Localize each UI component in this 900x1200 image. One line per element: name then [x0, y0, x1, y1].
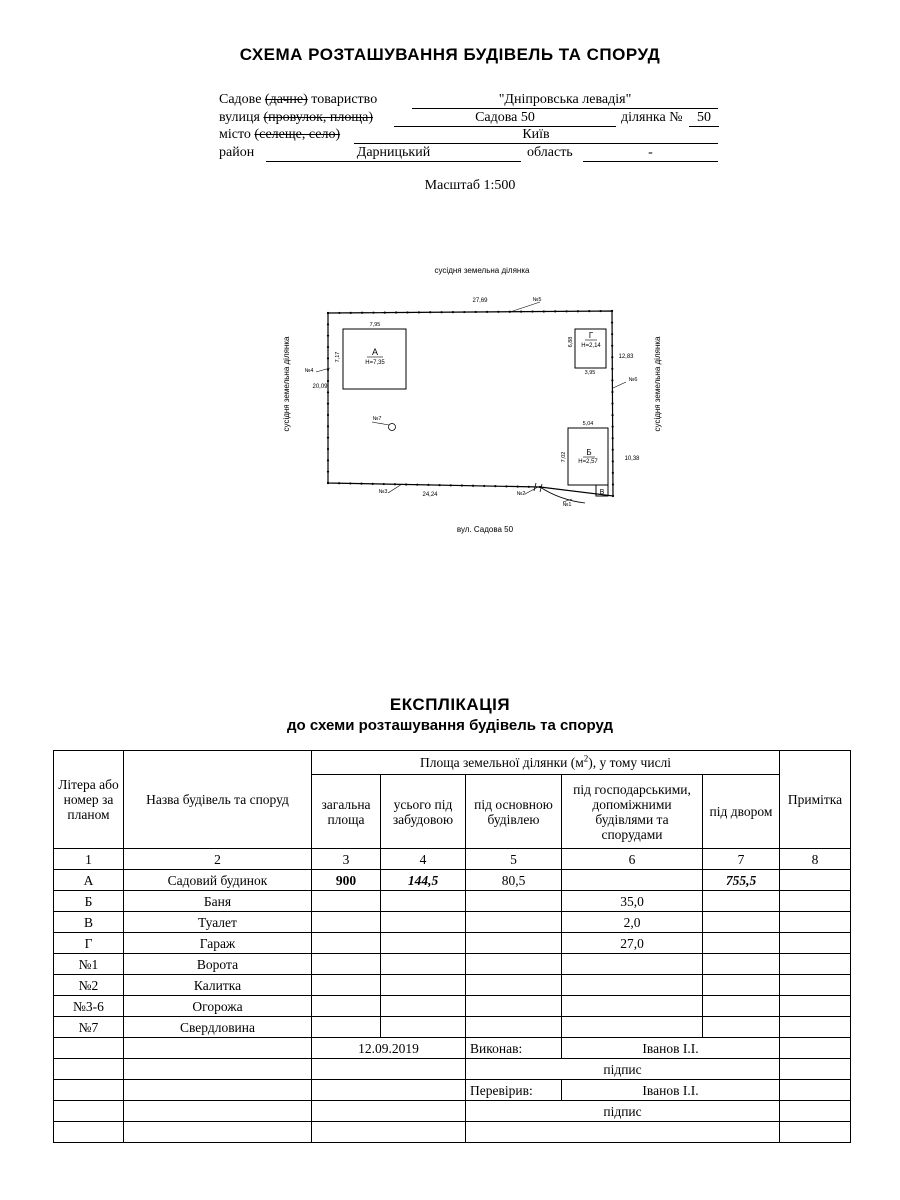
plot-number-label: ділянка №: [621, 110, 683, 125]
building-b-width: 5,04: [582, 421, 594, 427]
marker-6: №6: [628, 377, 638, 383]
site-plan: [0, 250, 900, 550]
fence-post: [554, 310, 556, 312]
fence-post: [612, 460, 614, 462]
cell-yard: 755,5: [703, 870, 780, 891]
fence-post: [338, 312, 340, 314]
north-neighbour-label: сусідня земельна ділянка: [434, 266, 530, 275]
fence-post: [565, 310, 567, 312]
col-num: 4: [381, 849, 466, 870]
fence-post: [611, 414, 613, 416]
header-area: Площа земельної ділянки $(м^2)$, у тому числі: [312, 751, 780, 775]
fence-post: [441, 311, 443, 313]
dim-east-top: 12,83: [618, 354, 634, 360]
cell-main: 80,5: [466, 870, 562, 891]
marker-6-leader: [613, 382, 626, 388]
cell-letter: В: [54, 912, 124, 933]
fence-post: [327, 391, 329, 393]
fence-post: [327, 346, 329, 348]
fence-post: [472, 485, 474, 487]
cell-aux: [562, 996, 703, 1017]
fence-post: [577, 310, 579, 312]
east-neighbour-label: сусідня земельна ділянка: [653, 336, 662, 432]
scale-label: Масштаб 1:500: [424, 178, 516, 193]
building-a: [343, 329, 406, 389]
executed-label: Виконав:: [466, 1038, 562, 1059]
fence-post: [327, 448, 329, 450]
fence-post: [360, 483, 362, 485]
cell-built: [381, 954, 466, 975]
cell-name: Свердловина: [124, 1017, 312, 1038]
table-row: [54, 933, 851, 954]
cell-note: [780, 912, 851, 933]
cell-name: Ворота: [124, 954, 312, 975]
header-letter: Літера або номер за планом: [54, 751, 124, 849]
header-note: Примітка: [780, 751, 851, 849]
header-yard: під двором: [703, 775, 780, 849]
cell-built: [381, 1017, 466, 1038]
cell-main: [466, 975, 562, 996]
fence-post: [327, 335, 329, 337]
cell-built: [381, 975, 466, 996]
cell-total: [312, 912, 381, 933]
cell-letter: Б: [54, 891, 124, 912]
fence-post: [505, 485, 507, 487]
cell-built: [381, 996, 466, 1017]
footer-date: 12.09.2019: [312, 1038, 466, 1059]
marker-1: №1: [562, 502, 572, 508]
street-label: вулиця (провулок, площа): [219, 110, 374, 125]
fence-post: [463, 311, 465, 313]
cell-aux: [562, 1017, 703, 1038]
cell-note: [780, 954, 851, 975]
cell-name: Туалет: [124, 912, 312, 933]
fence-post: [497, 311, 499, 313]
fence-post: [612, 483, 614, 485]
cell-aux: 27,0: [562, 933, 703, 954]
cell-main: [466, 891, 562, 912]
cell-letter: А: [54, 870, 124, 891]
cell-main: [466, 996, 562, 1017]
header-aux: під господарськими, допоміжними будівлями та спорудами: [562, 775, 703, 849]
dim-top: 27,69: [472, 298, 488, 304]
region-value: -: [583, 145, 718, 162]
marker-5: №5: [532, 297, 542, 303]
info-row-street: [219, 110, 719, 128]
fence-post: [405, 483, 407, 485]
cell-main: [466, 954, 562, 975]
cell-yard: [703, 975, 780, 996]
fence-post: [612, 449, 614, 451]
dim-east-bottom: 10,38: [624, 456, 640, 462]
cell-name: Садовий будинок: [124, 870, 312, 891]
col-num: 2: [124, 849, 312, 870]
fence-post: [327, 425, 329, 427]
marker-2-leader: [525, 487, 538, 494]
fence-post: [611, 402, 613, 404]
plot-number-value: 50: [689, 110, 719, 127]
col-num: 7: [703, 849, 780, 870]
cell-name: Калитка: [124, 975, 312, 996]
header-total: загальна площа: [312, 775, 381, 849]
cell-aux: [562, 954, 703, 975]
cell-main: [466, 912, 562, 933]
cell-letter: №3-6: [54, 996, 124, 1017]
building-b-height: H=2,57: [578, 459, 598, 465]
cell-total: [312, 954, 381, 975]
cell-letter: №1: [54, 954, 124, 975]
fence-post: [543, 310, 545, 312]
region-label: область: [527, 145, 573, 160]
cell-note: [780, 1017, 851, 1038]
fence-post: [494, 485, 496, 487]
cell-yard: [703, 996, 780, 1017]
fence-post: [361, 312, 363, 314]
fence-post: [611, 391, 613, 393]
table-row: [54, 996, 851, 1017]
header-name: Назва будівель та споруд: [124, 751, 312, 849]
dim-bottom: 24,24: [422, 492, 438, 498]
cell-yard: [703, 891, 780, 912]
footer-row-date: [54, 1038, 851, 1059]
fence-post: [611, 310, 613, 312]
table-row: [54, 891, 851, 912]
building-g-depth: 6,88: [568, 336, 574, 348]
building-a-width: 7,95: [369, 322, 381, 328]
header-main: під основною будівлею: [466, 775, 562, 849]
fence-post: [327, 437, 329, 439]
cell-note: [780, 996, 851, 1017]
building-b-letter: Б: [586, 448, 592, 457]
street-label-plan: вул. Садова 50: [456, 525, 514, 534]
footer-row-signature-1: [54, 1059, 851, 1080]
col-num: 8: [780, 849, 851, 870]
fence-post: [327, 482, 329, 484]
cell-main: [466, 1017, 562, 1038]
fence-post: [612, 472, 614, 474]
cell-total: [312, 975, 381, 996]
marker-7: №7: [372, 416, 382, 422]
cell-yard: [703, 933, 780, 954]
fence-post: [406, 311, 408, 313]
fence-post: [418, 311, 420, 313]
fence-post: [372, 312, 374, 314]
city-label: місто (селеще, село): [219, 127, 341, 142]
footer-row-checked: [54, 1080, 851, 1101]
building-v-letter: В: [599, 489, 605, 496]
cell-built: [381, 891, 466, 912]
cell-total: 900: [312, 870, 381, 891]
col-num: 5: [466, 849, 562, 870]
info-row-city: [219, 127, 719, 145]
col-num: 6: [562, 849, 703, 870]
fence-post: [461, 484, 463, 486]
document-title: СХЕМА РОЗТАШУВАННЯ БУДІВЕЛЬ ТА СПОРУД: [239, 45, 661, 64]
fence-post: [612, 426, 614, 428]
fence-post: [429, 311, 431, 313]
cell-name: Гараж: [124, 933, 312, 954]
fence-post: [394, 483, 396, 485]
explication-heading: [0, 695, 900, 734]
marker-5-leader: [510, 302, 540, 312]
fence-post: [611, 345, 613, 347]
explication-subtitle: до схеми розташування будівель та споруд: [286, 717, 613, 734]
cell-total: [312, 891, 381, 912]
cell-note: [780, 933, 851, 954]
col-num: 1: [54, 849, 124, 870]
fence-post: [349, 482, 351, 484]
cell-name: Баня: [124, 891, 312, 912]
fence-post: [384, 312, 386, 314]
building-g-height: H=2,14: [581, 343, 601, 349]
fence-post: [327, 459, 329, 461]
fence-post: [327, 312, 329, 314]
fence-post: [395, 311, 397, 313]
cell-aux: 2,0: [562, 912, 703, 933]
fence-post: [427, 484, 429, 486]
building-b-depth: 7,02: [561, 451, 567, 463]
cell-note: [780, 891, 851, 912]
fence-post: [452, 311, 454, 313]
fence-post: [338, 482, 340, 484]
column-numbers-row: [54, 849, 851, 870]
fence-post: [600, 310, 602, 312]
building-a-letter: А: [371, 347, 379, 357]
cell-yard: [703, 954, 780, 975]
fence-post: [327, 323, 329, 325]
checked-label: Перевірив:: [466, 1080, 562, 1101]
fence-post: [611, 368, 613, 370]
fence-post: [372, 483, 374, 485]
fence-post: [611, 379, 613, 381]
cell-name: Огорожа: [124, 996, 312, 1017]
fence-post: [483, 485, 485, 487]
society-value: "Дніпровська левадія": [412, 92, 718, 109]
cell-built: [381, 933, 466, 954]
executed-name: Іванов І.І.: [562, 1038, 780, 1059]
fence-post: [611, 333, 613, 335]
society-label: Садове (дачне) товариство: [219, 92, 378, 107]
table-row: [54, 954, 851, 975]
fence-post: [327, 471, 329, 473]
table-row: [54, 870, 851, 891]
marker-3: №3: [378, 489, 388, 495]
cell-main: [466, 933, 562, 954]
fence-post: [612, 495, 614, 497]
fence-post: [327, 380, 329, 382]
fence-post: [531, 310, 533, 312]
cell-yard: [703, 912, 780, 933]
footer-row-signature-2: [54, 1101, 851, 1122]
cell-letter: №2: [54, 975, 124, 996]
cell-letter: Г: [54, 933, 124, 954]
cell-built: [381, 912, 466, 933]
fence-post: [450, 484, 452, 486]
west-neighbour-label: сусідня земельна ділянка: [282, 336, 291, 432]
table-row: [54, 1017, 851, 1038]
header-built: усього під забудовою: [381, 775, 466, 849]
cell-note: [780, 870, 851, 891]
checked-name: Іванов І.І.: [562, 1080, 780, 1101]
cell-aux: [562, 870, 703, 891]
city-value: Київ: [354, 127, 718, 144]
fence-post: [612, 437, 614, 439]
cell-yard: [703, 1017, 780, 1038]
well-circle: [389, 424, 396, 431]
cell-built: 144,5: [381, 870, 466, 891]
fence-post: [611, 356, 613, 358]
building-a-height: H=7,35: [365, 360, 385, 366]
explication-table: [53, 750, 851, 1143]
fence-post: [528, 486, 530, 488]
building-a-depth: 7,17: [335, 351, 341, 363]
cell-aux: 35,0: [562, 891, 703, 912]
col-num: 3: [312, 849, 381, 870]
fence-post: [588, 310, 590, 312]
dim-west: 20,09: [312, 384, 328, 390]
district-label: район: [219, 145, 255, 160]
fence-post: [327, 414, 329, 416]
fence-post: [350, 312, 352, 314]
fence-post: [486, 311, 488, 313]
building-g-width: 3,95: [584, 370, 596, 376]
fence-post: [416, 484, 418, 486]
cell-letter: №7: [54, 1017, 124, 1038]
fence-post: [475, 311, 477, 313]
signature-1-label: підпис: [466, 1059, 780, 1080]
well-leader: [372, 422, 389, 425]
signature-2-label: підпис: [466, 1101, 780, 1122]
street-value: Садова 50: [394, 110, 616, 127]
building-g-letter: Г: [588, 331, 594, 340]
fence-post: [327, 357, 329, 359]
cell-aux: [562, 975, 703, 996]
fence-post: [611, 321, 613, 323]
fence-post: [438, 484, 440, 486]
marker-2: №2: [516, 491, 526, 497]
cell-note: [780, 975, 851, 996]
cell-total: [312, 933, 381, 954]
info-row-district: [219, 145, 719, 163]
footer-row-empty: [54, 1122, 851, 1143]
fence-post: [520, 311, 522, 313]
cell-total: [312, 996, 381, 1017]
fence-post: [517, 485, 519, 487]
cell-total: [312, 1017, 381, 1038]
marker-4: №4: [304, 368, 314, 374]
fence-post: [383, 483, 385, 485]
district-value: Дарницький: [266, 145, 521, 162]
explication-title: ЕКСПЛІКАЦІЯ: [389, 695, 511, 714]
table-row: [54, 975, 851, 996]
info-row-society: [219, 92, 719, 110]
table-row: [54, 912, 851, 933]
fence-post: [327, 403, 329, 405]
